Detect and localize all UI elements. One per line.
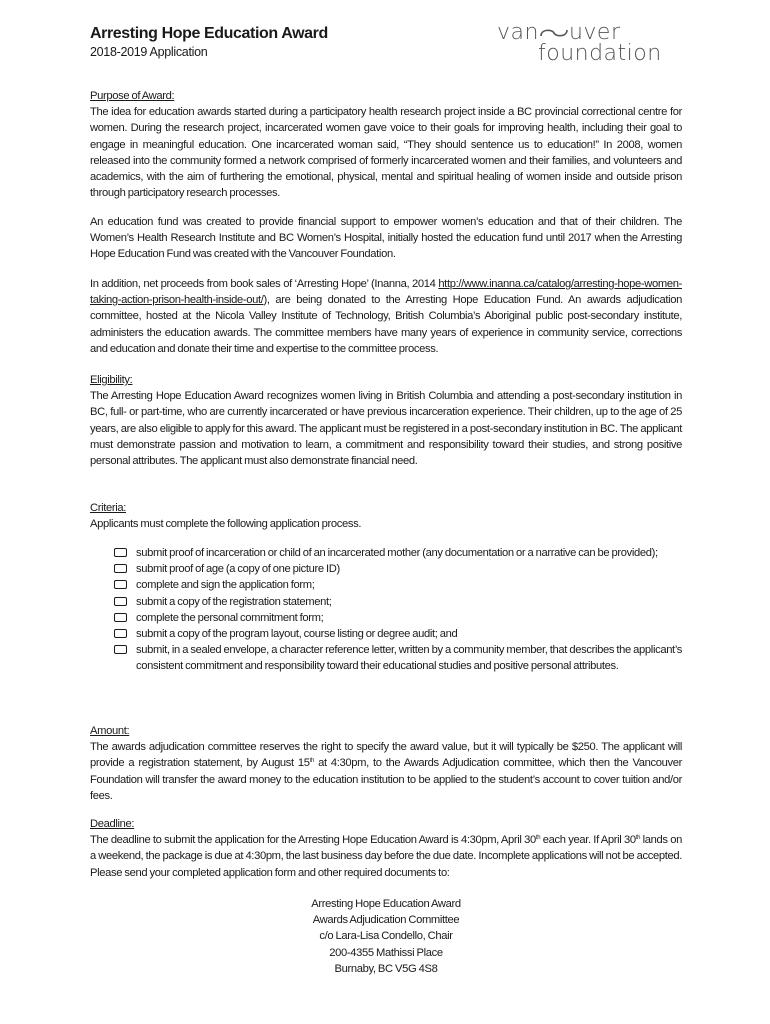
purpose-paragraph-1: The idea for education awards started during a participatory health research project inside a BC provincial correctional centre for women. During the research project, incarcerated women gave voice to their goals for improving health, including their goal to engage in meaningful education. One incarcerated woman said, “They should sentence us to education!” In 2008, women released into the community formed a network comprised of formerly incarcerated women and their families, and volunteers and academics, with the aim of furthering the emotional, physical, mental and spiritual healing of women inside and outside prison through participatory research processes. <box>90 106 682 200</box>
deadline-heading: Deadline: <box>90 818 135 830</box>
checkbox[interactable] <box>114 597 127 606</box>
document-title: Arresting Hope Education Award <box>90 25 328 42</box>
checkbox[interactable] <box>114 645 127 654</box>
purpose-section <box>90 88 682 201</box>
eligibility-paragraph: The Arresting Hope Education Award recognizes women living in British Columbia and attending a post-secondary institution in BC, full- or part-time, who are currently incarcerated or have previous incarceration experience. Their children, up to the age of 25 years, are also eligible to apply for this award. The applicant must be registered in a post-secondary institution in BC. The applicant must demonstrate passion and motivation to learn, a commitment and responsibility toward their studies, and strong positive personal attributes. The applicant must also demonstrate financial need. <box>90 390 682 468</box>
purpose-section-3 <box>90 276 682 357</box>
purpose-section-2 <box>90 214 682 263</box>
checklist-item: submit a copy of the registration statement; <box>90 594 682 610</box>
checklist-item: complete and sign the application form; <box>90 577 682 593</box>
document-subtitle: 2018-2019 Application <box>90 45 208 59</box>
book-link[interactable]: http://www.inanna.ca/catalog/arresting-hope-women-taking-action-prison-health-inside-out/ <box>90 278 682 307</box>
criteria-heading: Criteria: <box>90 502 127 514</box>
checkbox[interactable] <box>114 548 127 557</box>
checklist-item: submit proof of age (a copy of one picture ID) <box>90 561 682 577</box>
eligibility-heading: Eligibility: <box>90 374 133 386</box>
checkbox[interactable] <box>114 564 127 573</box>
deadline-paragraph: The deadline to submit the application for the Arresting Hope Education Award is 4:30pm, April 30th each year. If April 30th lands on a weekend, the package is due at 4:30pm, the last business day before the due date. Incomplete applications will not be accepted. Please send your completed application form and other required documents to: <box>90 834 682 879</box>
mailing-address <box>90 896 682 977</box>
deadline-section <box>90 816 682 881</box>
amount-heading: Amount: <box>90 725 130 737</box>
amount-paragraph: The awards adjudication committee reserves the right to specify the award value, but it will typically be $250. The applicant will provide a registration statement, by August 15th at 4:30pm, to the Awards Adjudication committee, which then the Vancouver Foundation will transfer the award money to the education institution to be applied to the student’s account to cover tuition and/or fees. <box>90 741 682 802</box>
address-line-3: c/o Lara-Lisa Condello, Chair <box>319 930 453 943</box>
purpose-paragraph-3: In addition, net proceeds from book sales of ‘Arresting Hope’ (Inanna, 2014 http://www.inanna.ca/catalog/arresting-hope-women-taking-action-prison-health-inside-out/), are being donated to the Arresting Hope Education Fund. An awards adjudication committee, hosted at the Nicola Valley Institute of Technology, British Columbia’s Aboriginal public post-secondary institute, administers the education awards. The committee members have many years of experience in community service, corrections and education and donate their time and expertise to the committee process. <box>90 278 682 355</box>
logo-infinity-icon <box>539 21 569 35</box>
address-line-5: Burnaby, BC V5G 4S8 <box>334 962 438 975</box>
purpose-heading: Purpose of Award: <box>90 90 175 102</box>
checkbox[interactable] <box>114 629 127 638</box>
eligibility-section <box>90 372 682 469</box>
address-line-1: Arresting Hope Education Award <box>311 898 461 910</box>
criteria-intro: Applicants must complete the following application process. <box>90 518 362 531</box>
checkbox[interactable] <box>114 613 127 622</box>
criteria-checklist <box>90 545 682 675</box>
logo-line1: van uver <box>497 20 621 45</box>
criteria-section <box>90 500 682 532</box>
checklist-item: complete the personal commitment form; <box>90 610 682 626</box>
logo-line2: foundation <box>538 41 662 66</box>
address-line-2: Awards Adjudication Committee <box>312 914 460 927</box>
vancouver-foundation-logo <box>497 20 677 68</box>
purpose-paragraph-2: An education fund was created to provide financial support to empower women’s education and that of their children. The Women’s Health Research Institute and BC Women’s Hospital, initially hosted the education fund until 2017 when the Arresting Hope Education Fund was created with the Vancouver Foundation. <box>90 216 682 261</box>
checklist-item: submit proof of incarceration or child of an incarcerated mother (any documentation or a narrative can be provided); <box>90 545 682 561</box>
checkbox[interactable] <box>114 580 127 589</box>
amount-section <box>90 723 682 804</box>
checklist-item: submit, in a sealed envelope, a character reference letter, written by a community member, that describes the applicant’s consistent commitment and responsibility toward their educational studies and positive personal attributes. <box>90 642 682 674</box>
checklist-item: submit a copy of the program layout, course listing or degree audit; and <box>90 626 682 642</box>
address-line-4: 200-4355 Mathissi Place <box>329 946 443 959</box>
